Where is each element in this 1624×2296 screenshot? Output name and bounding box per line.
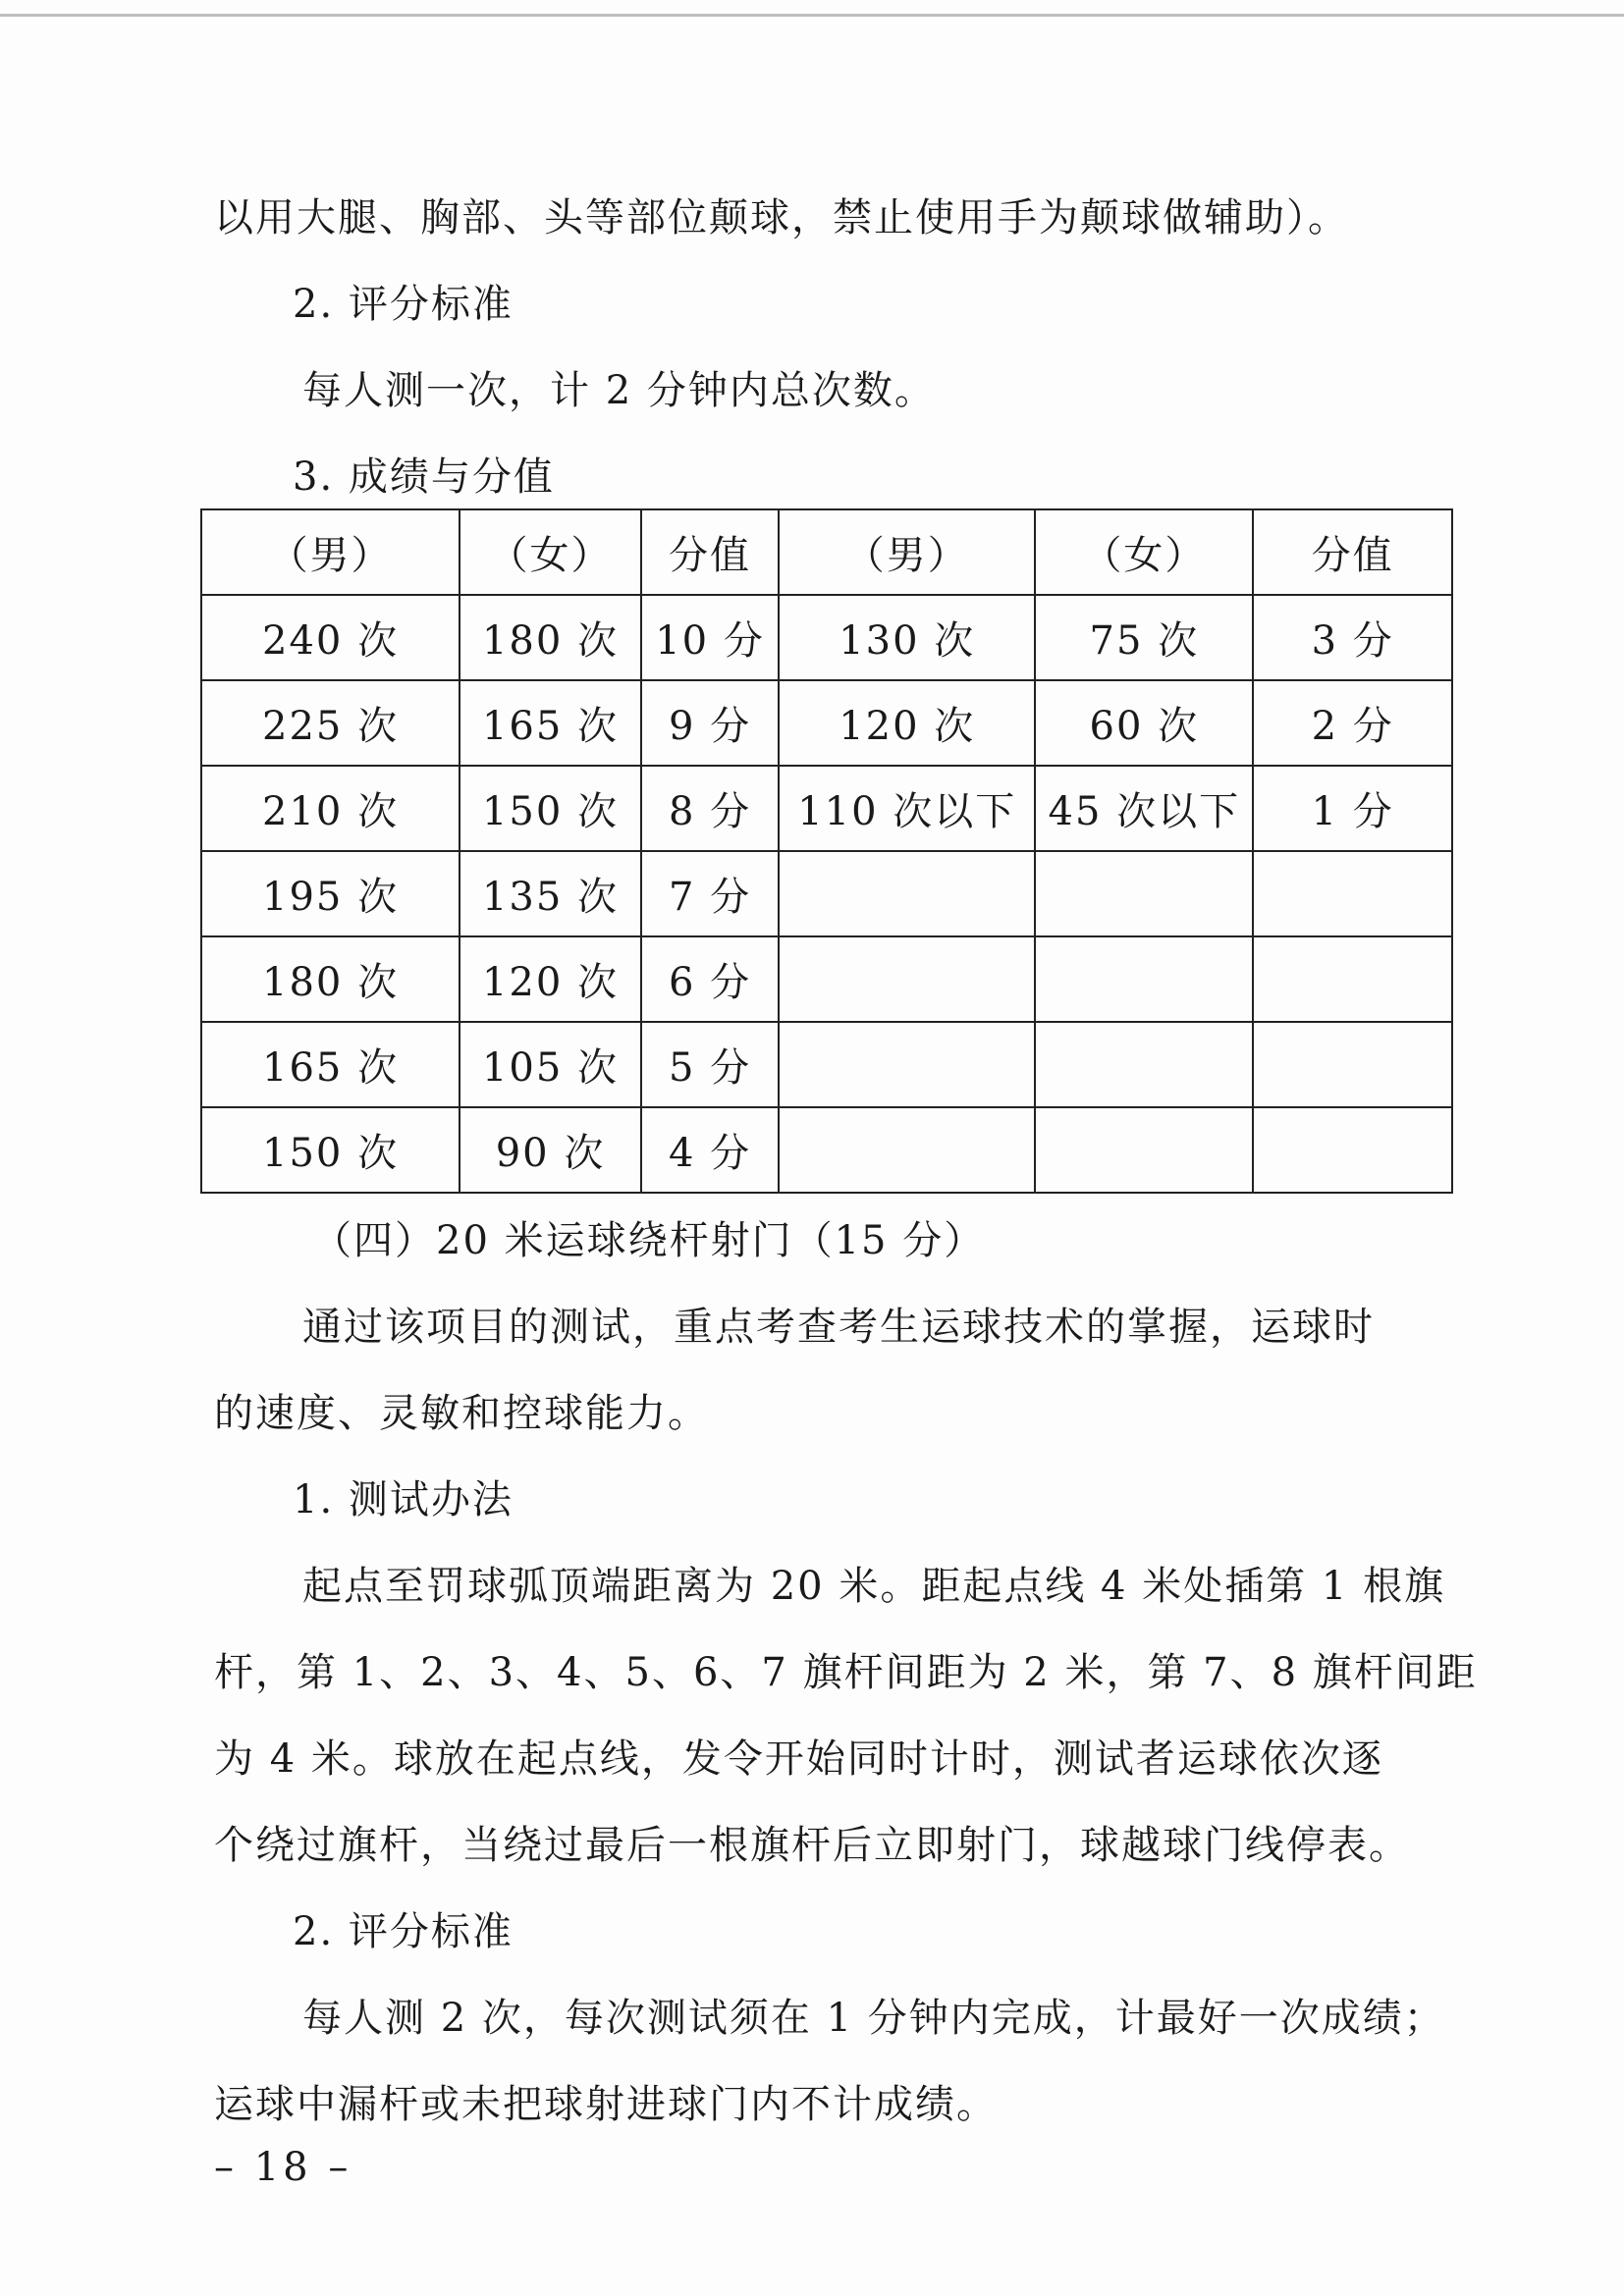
table-cell: 240 次 [201,595,460,680]
table-cell [1253,851,1452,936]
table-header-row [201,509,1452,595]
table-row [201,936,1452,1022]
table-cell: 150 次 [201,1107,460,1193]
table-cell: 8 分 [641,766,779,851]
table-cell: 10 分 [641,595,779,680]
header-male-1: （男） [201,509,460,595]
header-male-2: （男） [779,509,1035,595]
table-row [201,680,1452,766]
section-4-2-heading: 2. 评分标准 [293,1909,514,1954]
table-cell: 105 次 [460,1022,641,1107]
table-cell: 135 次 [460,851,641,936]
table-cell [1253,1107,1452,1193]
table-cell: 120 次 [779,680,1035,766]
table-row [201,1107,1452,1193]
table-cell: 45 次以下 [1035,766,1253,851]
table-cell: 225 次 [201,680,460,766]
table-cell: 210 次 [201,766,460,851]
table-row [201,851,1452,936]
table-cell [1253,1022,1452,1107]
table-cell: 195 次 [201,851,460,936]
section-4-1-heading: 1. 测试办法 [293,1477,514,1522]
table-cell: 5 分 [641,1022,779,1107]
header-score-2: 分值 [1253,509,1452,595]
table-cell [1253,936,1452,1022]
header-score-1: 分值 [641,509,779,595]
table-row [201,766,1452,851]
table-cell: 130 次 [779,595,1035,680]
table-cell: 60 次 [1035,680,1253,766]
section-4-1-line-4: 个绕过旗杆，当绕过最后一根旗杆后立即射门，球越球门线停表。 [214,1823,1410,1868]
table-cell [779,1022,1035,1107]
scan-edge-line [0,14,1624,17]
table-cell: 7 分 [641,851,779,936]
section-3-heading: 3. 成绩与分值 [293,454,555,500]
page-number: – 18 – [214,2145,352,2190]
table-cell: 165 次 [460,680,641,766]
section-4-heading: （四）20 米运球绕杆射门（15 分） [312,1218,986,1263]
paragraph-continuation: 以用大腿、胸部、头等部位颠球，禁止使用手为颠球做辅助）。 [214,195,1349,240]
section-4-1-line-2: 杆，第 1、2、3、4、5、6、7 旗杆间距为 2 米，第 7、8 旗杆间距 [214,1650,1478,1695]
table-cell: 165 次 [201,1022,460,1107]
header-female-2: （女） [1035,509,1253,595]
table-cell [779,851,1035,936]
table-cell: 3 分 [1253,595,1452,680]
table-cell [779,1107,1035,1193]
section-4-1-line-3: 为 4 米。球放在起点线，发令开始同时计时，测试者运球依次逐 [214,1736,1383,1782]
table-cell: 90 次 [460,1107,641,1193]
table-cell: 9 分 [641,680,779,766]
table-cell [1035,936,1253,1022]
section-4-1-line-1: 起点至罚球弧顶端距离为 20 米。距起点线 4 米处插第 1 根旗 [302,1564,1446,1609]
score-table [200,508,1453,1194]
section-4-intro-line-2: 的速度、灵敏和控球能力。 [214,1391,709,1436]
table-cell: 180 次 [201,936,460,1022]
table-cell: 180 次 [460,595,641,680]
section-4-2-line-1: 每人测 2 次，每次测试须在 1 分钟内完成，计最好一次成绩； [302,1996,1445,2041]
section-2-text: 每人测一次，计 2 分钟内总次数。 [302,368,936,413]
header-female-1: （女） [460,509,641,595]
section-4-intro-line-1: 通过该项目的测试，重点考查考生运球技术的掌握，运球时 [302,1305,1375,1350]
table-cell: 1 分 [1253,766,1452,851]
table-cell [1035,851,1253,936]
table-row [201,1022,1452,1107]
table-cell [779,936,1035,1022]
table-cell: 6 分 [641,936,779,1022]
table-cell: 2 分 [1253,680,1452,766]
table-cell [1035,1022,1253,1107]
table-cell: 120 次 [460,936,641,1022]
table-cell: 110 次以下 [779,766,1035,851]
table-cell: 4 分 [641,1107,779,1193]
section-4-2-line-2: 运球中漏杆或未把球射进球门内不计成绩。 [214,2082,998,2127]
table-cell: 75 次 [1035,595,1253,680]
table-cell: 150 次 [460,766,641,851]
table-cell [1035,1107,1253,1193]
table-row [201,595,1452,680]
section-2-heading: 2. 评分标准 [293,282,514,327]
